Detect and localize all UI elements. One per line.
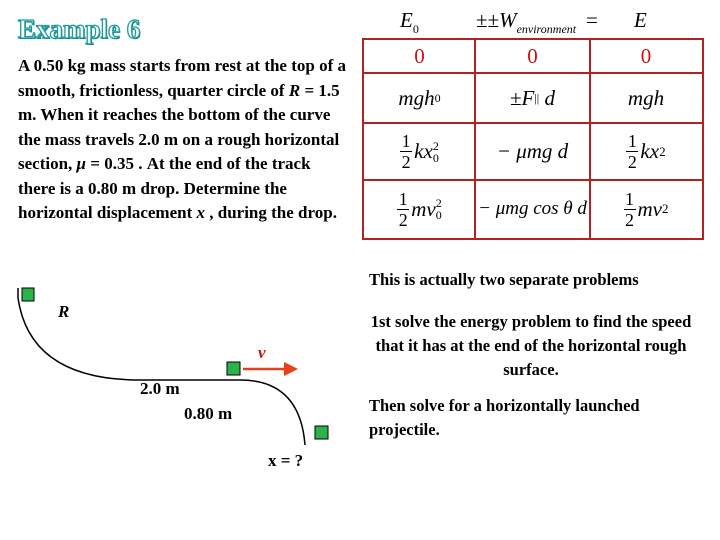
cell-r1-c3: 0 <box>640 44 652 68</box>
landing-block <box>315 426 328 439</box>
cell-r1-c1: 0 <box>414 44 425 68</box>
header-e0: $E_0$ <box>400 8 419 36</box>
energy-grid <box>362 38 704 240</box>
edge-block <box>227 362 240 375</box>
cell-r3-c2: − μmg d <box>496 139 569 163</box>
cell-r4-c1: $\frac{1}{2}$ mv 2 0 <box>398 188 442 230</box>
velocity-arrowhead <box>284 362 298 376</box>
displacement-label: x = ? <box>268 451 304 470</box>
cell-r4-c3: $\frac{1}{2}$ mv 2 <box>625 188 669 230</box>
cell-r3-c1: $\frac{1}{2}$ kx 2 0 <box>401 131 439 172</box>
cell-r2-c3: mgh <box>627 85 665 110</box>
radius-label: R <box>58 302 70 321</box>
cell-r2-c2: ±F || d <box>510 85 555 110</box>
energy-table <box>362 4 704 240</box>
note-step-two: Then solve for a horizontally launched projectile. <box>369 396 640 439</box>
cell-r4-c2: − μmg cos θ d <box>478 198 587 219</box>
header-work: $\pm\pm W_{environment}$ <box>476 8 577 36</box>
header-e: E <box>634 8 647 32</box>
note-two-problems: This is actually two separate problems <box>369 270 639 289</box>
fraction-half: $\frac{1}{2}$ <box>398 188 408 230</box>
drop-label: 0.80 m <box>184 404 233 423</box>
header-equals: = <box>586 8 598 32</box>
cell-r3-c3: $\frac{1}{2}$ kx 2 <box>627 131 666 172</box>
fraction-half: $\frac{1}{2}$ <box>401 131 411 172</box>
note-step-one: 1st solve the energy problem to find the speed that it has at the end of the horizontal rough surface. <box>370 312 692 379</box>
page-title: Example 6 <box>18 14 141 44</box>
cell-r2-c1: mgh 0 <box>398 85 441 110</box>
start-block <box>22 288 34 301</box>
problem-statement: A 0.50 kg mass starts from rest at the top of a smooth, frictionless, quarter circle of R = 1.5 m. When it reaches the bottom of the curve the mass travels 2.0 m on a rough horizontal section, μ = 0.35 . At the end of the track there is a 0.80 m drop. Determine the horizontal displacement x , during the drop. <box>18 56 347 222</box>
length-label: 2.0 m <box>140 379 180 398</box>
fraction-half: $\frac{1}{2}$ <box>627 131 637 172</box>
fraction-half: $\frac{1}{2}$ <box>625 188 634 230</box>
track-diagram <box>0 280 360 530</box>
cell-r1-c2: 0 <box>527 44 538 68</box>
velocity-label: v <box>258 343 266 362</box>
